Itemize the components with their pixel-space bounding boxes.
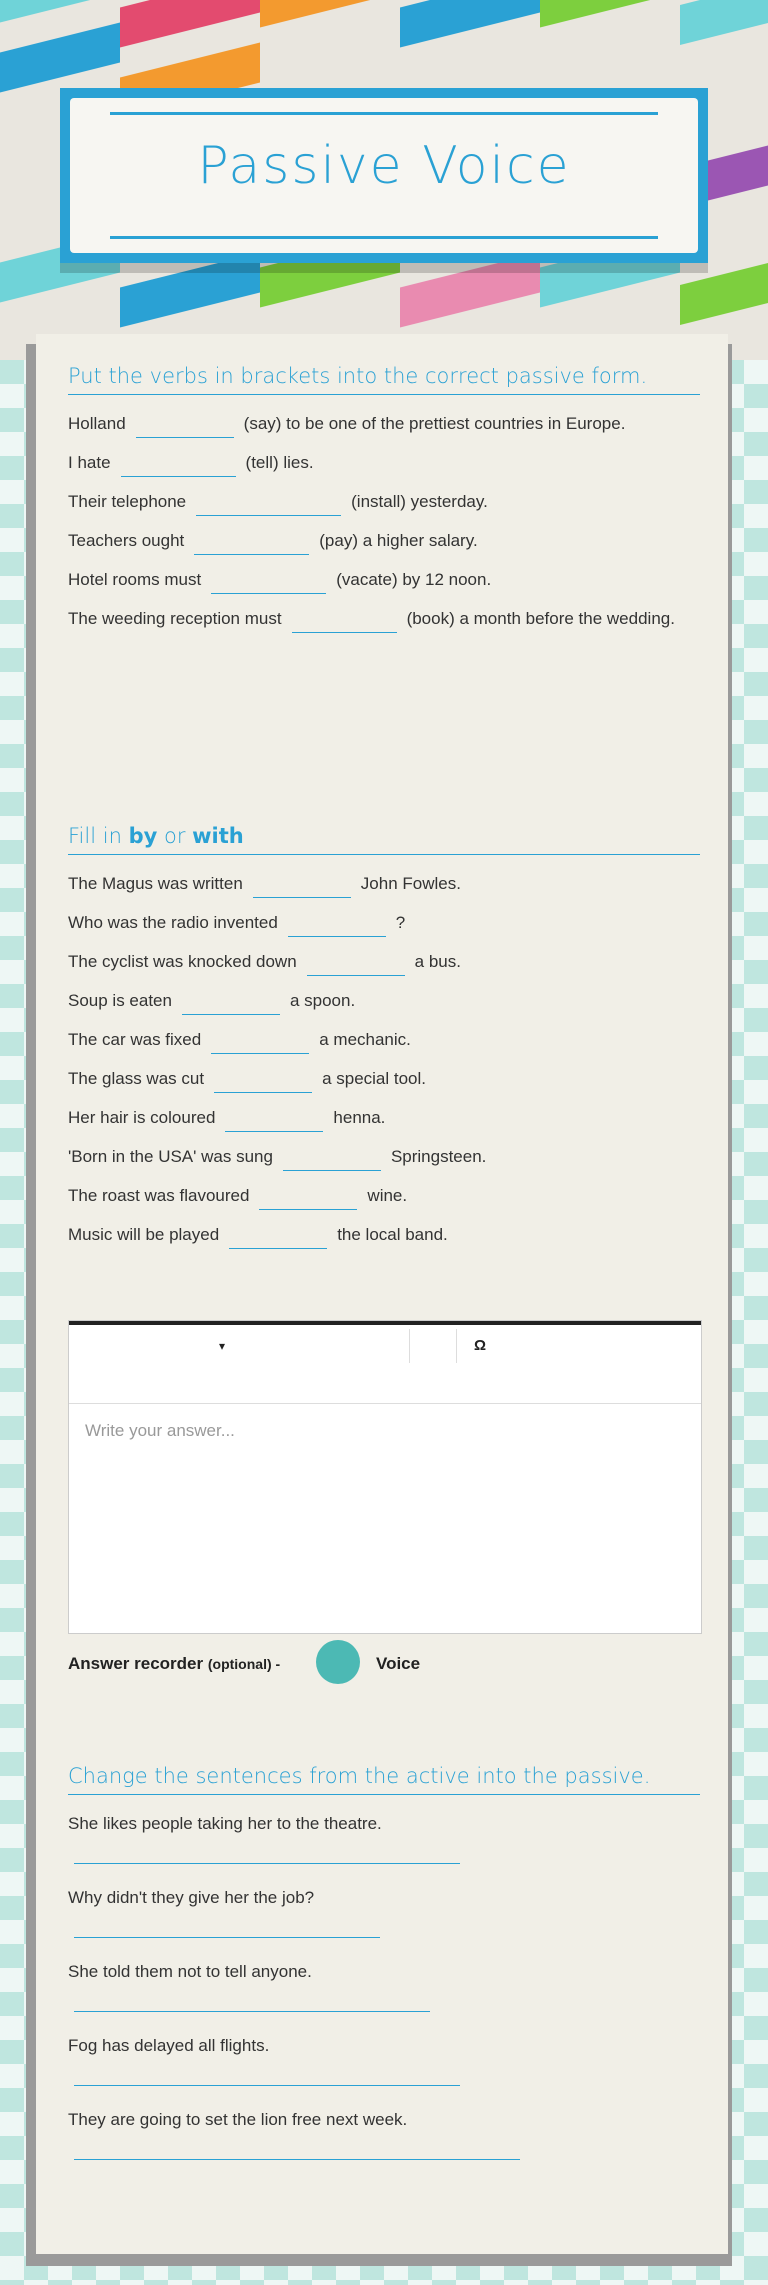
section2-item (68, 1182, 688, 1210)
item-text-before: Holland (68, 414, 126, 433)
header-banner (0, 0, 768, 360)
item-text-after: John Fowles. (360, 874, 461, 893)
answer-blank[interactable] (225, 1109, 323, 1132)
editor-toolbar (69, 1325, 701, 1404)
section2-heading: Fill in by or with (68, 824, 700, 855)
item-text-before: Music will be played (68, 1225, 220, 1244)
item-text-before: Soup is eaten (68, 991, 172, 1010)
item-text-before: 'Born in the USA' was sung (68, 1147, 273, 1166)
section1-item (68, 488, 688, 516)
item-text-after: (install) yesterday. (351, 492, 488, 511)
item-text-before: Hotel rooms must (68, 570, 202, 589)
item-text-after: ? (395, 913, 406, 932)
item-text-after: (vacate) by 12 noon. (336, 570, 492, 589)
item-text-after: a mechanic. (319, 1030, 411, 1049)
item-text-before: The Magus was written (68, 874, 243, 893)
answer-blank[interactable] (196, 493, 341, 516)
section2-item (68, 987, 688, 1015)
answer-blank[interactable] (229, 1226, 327, 1249)
section3-item: They are going to set the lion free next week. (68, 2110, 408, 2129)
answer-blank[interactable] (136, 415, 234, 438)
section1-item (68, 410, 688, 438)
item-text-after: (pay) a higher salary. (319, 531, 478, 550)
answer-blank[interactable] (253, 875, 351, 898)
font-dropdown-icon[interactable]: ▾ (219, 1339, 226, 1353)
item-text-after: Springsteen. (390, 1147, 487, 1166)
record-button[interactable] (316, 1640, 360, 1684)
answer-blank[interactable] (121, 454, 236, 477)
answer-recorder-label: Answer recorder (optional) - (68, 1654, 281, 1673)
section3-item: She told them not to tell anyone. (68, 1962, 312, 1981)
section3-heading: Change the sentences from the active into the passive. (68, 1764, 700, 1795)
section2-item (68, 1026, 688, 1054)
section1-item (68, 566, 688, 594)
item-text-after: a special tool. (322, 1069, 427, 1088)
item-text-after: a spoon. (289, 991, 356, 1010)
item-text-after: a bus. (414, 952, 461, 971)
title-card (60, 88, 708, 263)
section2-item (68, 1065, 688, 1093)
voice-label: Voice (376, 1654, 421, 1673)
answer-blank[interactable] (288, 914, 386, 937)
item-text-before: Her hair is coloured (68, 1108, 216, 1127)
item-text-after: the local band. (337, 1225, 448, 1244)
answer-blank[interactable] (194, 532, 309, 555)
answer-textarea[interactable]: Write your answer... (85, 1421, 235, 1440)
section3-item: Why didn't they give her the job? (68, 1888, 315, 1907)
answer-blank[interactable] (259, 1187, 357, 1210)
answer-line[interactable] (74, 1936, 380, 1938)
answer-line[interactable] (74, 2158, 520, 2160)
item-text-after: henna. (333, 1108, 386, 1127)
item-text-after: (tell) lies. (245, 453, 314, 472)
section2-item (68, 1143, 688, 1171)
item-text-before: I hate (68, 453, 111, 472)
toolbar-button[interactable] (409, 1329, 457, 1363)
answer-blank[interactable] (307, 953, 405, 976)
section2-item (68, 909, 688, 937)
item-text-before: The roast was flavoured (68, 1186, 250, 1205)
item-text-before: The glass was cut (68, 1069, 205, 1088)
item-text-after: (say) to be one of the prettiest countries in Europe. (243, 414, 626, 433)
section2-item (68, 870, 688, 898)
item-text-after: wine. (367, 1186, 408, 1205)
special-characters-icon[interactable]: Ω (474, 1337, 487, 1354)
section3-item: Fog has delayed all flights. (68, 2036, 270, 2055)
item-text-before: Their telephone (68, 492, 187, 511)
section1-item (68, 449, 688, 477)
item-text-before: Teachers ought (68, 531, 185, 550)
section1-item (68, 527, 688, 555)
section2-item (68, 1221, 688, 1249)
answer-line[interactable] (74, 2084, 460, 2086)
item-text-before: The car was fixed (68, 1030, 202, 1049)
answer-editor[interactable] (68, 1320, 702, 1634)
page-title: Passive Voice (197, 136, 571, 196)
answer-blank[interactable] (211, 1031, 309, 1054)
item-text-before: The weeding reception must (68, 609, 282, 628)
item-text-before: Who was the radio invented (68, 913, 278, 932)
item-text-after: (book) a month before the wedding. (406, 609, 675, 628)
answer-line[interactable] (74, 1862, 460, 1864)
section2-item (68, 1104, 688, 1132)
section1-item (68, 605, 688, 633)
worksheet-paper (36, 334, 728, 2254)
section1-heading: Put the verbs in brackets into the correct passive form. (68, 364, 700, 395)
answer-blank[interactable] (292, 610, 397, 633)
answer-blank[interactable] (182, 992, 280, 1015)
item-text-before: The cyclist was knocked down (68, 952, 297, 971)
answer-blank[interactable] (214, 1070, 312, 1093)
answer-blank[interactable] (211, 571, 326, 594)
section3-item: She likes people taking her to the theatre. (68, 1814, 382, 1833)
answer-line[interactable] (74, 2010, 430, 2012)
answer-blank[interactable] (283, 1148, 381, 1171)
section2-item (68, 948, 688, 976)
